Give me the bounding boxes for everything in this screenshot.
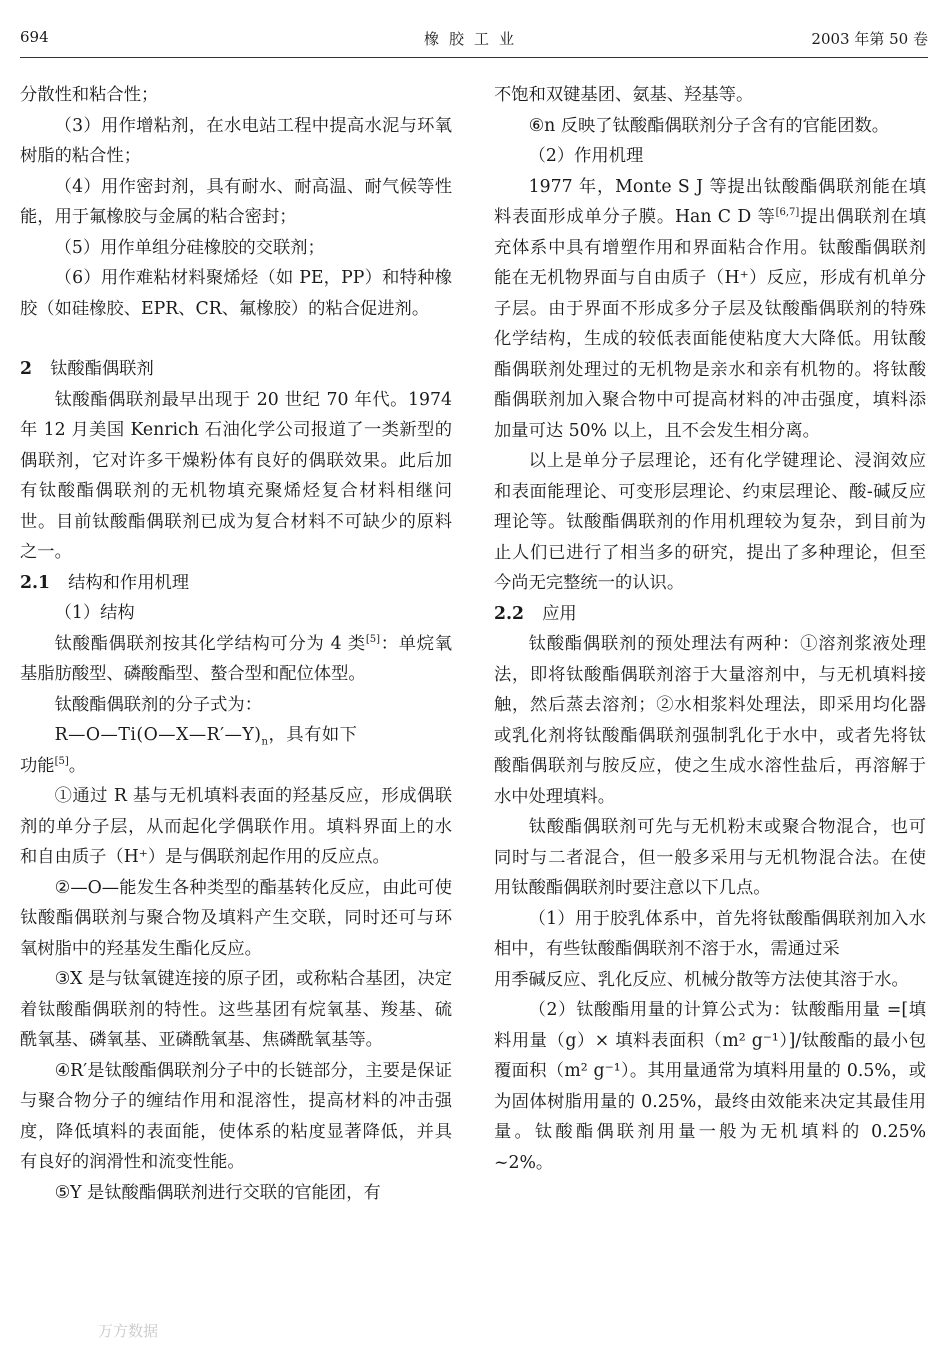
- paragraph: 钛酸酯偶联剂最早出现于 20 世纪 70 年代。1974 年 12 月美国 Kenrich 石油化学公司报道了一类新型的偶联剂，它对许多干燥粉体有良好的偶联效果。此后加有钛酸酯偶联剂的无机物填充聚烯烃复合材料相继问世。目前钛酸酯偶联剂已成为复合材料不可缺少的原料之一。: [20, 389, 452, 562]
- section-number: 2: [20, 359, 33, 379]
- subsection-title: 应用: [542, 603, 577, 624]
- section-title: 钛酸酯偶联剂: [50, 359, 154, 379]
- header-rule: [20, 57, 928, 58]
- paragraph: 功能[5]。: [20, 755, 87, 776]
- paragraph: 用季碱反应、乳化反应、机械分散等方法使其溶于水。: [494, 969, 909, 990]
- paragraph: （2）钛酸酯用量的计算公式为：钛酸酯用量 =[填料用量（g）× 填料表面积（m² g⁻¹）]/钛酸酯的最小包覆面积（m² g⁻¹）。其用量通常为填料用量的 0.5%，或为固体树脂用量的 0.25%，最终由效能来决定其最佳用量。钛酸酯偶联剂用量一般为无机填料的 0.25% ~2%。: [494, 1000, 926, 1173]
- paragraph: 分散性和粘合性；: [20, 85, 159, 105]
- paragraph: 钛酸酯偶联剂的分子式为：: [54, 694, 262, 715]
- subsection-heading: [494, 599, 926, 630]
- formula: $R—O—Ti(O—X—R'—Y)_n$，具有如下: [54, 725, 358, 748]
- paragraph: 钛酸酯偶联剂按其化学结构可分为 4 类[5]：单烷氧基脂肪酸型、磷酸酯型、螯合型和配位体型。: [20, 633, 452, 684]
- paragraph: 钛酸酯偶联剂的预处理法有两种：①溶剂浆液处理法，即将钛酸酯偶联剂溶于大量溶剂中，与无机填料接触，然后蒸去溶剂；②水相浆料处理法，即采用均化器或乳化剂将钛酸酯偶联剂强制乳化于水中，或者先将钛酸酯偶联剂与胺反应，使之生成水溶性盐后，再溶解于水中处理填料。: [494, 634, 926, 807]
- paragraph: ①通过 R 基与无机填料表面的羟基反应，形成偶联剂的单分子层，从而起化学偶联作用。填料界面上的水和自由质子（H⁺）是与偶联剂起作用的反应点。: [20, 786, 452, 867]
- subsection-number: 2.1: [20, 572, 51, 593]
- citation: [5]: [365, 633, 381, 645]
- paragraph: 不饱和双键基团、氨基、羟基等。: [494, 85, 754, 105]
- running-header: [20, 22, 928, 52]
- paragraph: （2）作用机理: [528, 146, 644, 166]
- paragraph: ⑤Y 是钛酸酯偶联剂进行交联的官能团，有: [54, 1182, 381, 1203]
- paragraph: （5）用作单组分硅橡胶的交联剂；: [54, 237, 325, 258]
- paragraph: 以上是单分子层理论，还有化学键理论、浸润效应和表面能理论、可变形层理论、约束层理论、酸-碱反应理论等。钛酸酯偶联剂的作用机理较为复杂，到目前为止人们已进行了相当多的研究，提出了多种理论，但至今尚无完整统一的认识。: [494, 451, 926, 593]
- left-column: [20, 80, 452, 1208]
- journal-name: 橡胶工业: [423, 30, 524, 48]
- paragraph: ⑥n 反映了钛酸酯偶联剂分子含有的官能团数。: [528, 115, 890, 136]
- paragraph: （6）用作难粘材料聚烯烃（如 PE，PP）和特种橡胶（如硅橡胶、EPR、CR、氟橡胶）的粘合促进剂。: [20, 268, 452, 319]
- paragraph: ④R′是钛酸酯偶联剂分子中的长链部分，主要是保证与聚合物分子的缠结作用和混溶性，提高材料的冲击强度，降低填料的表面能，使体系的粘度显著降低，并具有良好的润滑性和流变性能。: [20, 1060, 452, 1172]
- paragraph: 钛酸酯偶联剂可先与无机粉末或聚合物混合，也可同时与二者混合，但一般多采用与无机物混合法。在使用钛酸酯偶联剂时要注意以下几点。: [494, 817, 926, 898]
- citation: [5]: [54, 755, 69, 767]
- paragraph: （1）结构: [54, 603, 135, 623]
- watermark: 万方数据: [98, 1322, 159, 1340]
- citation: [6,7]: [775, 207, 800, 219]
- issue-info: 2003 年第 50 卷: [811, 30, 928, 48]
- right-column: [494, 80, 926, 1178]
- section-heading: [20, 354, 452, 385]
- subsection-number: 2.2: [494, 603, 525, 624]
- paragraph: （3）用作增粘剂，在水电站工程中提高水泥与环氧树脂的粘合性；: [20, 115, 452, 166]
- subsection-heading: [20, 568, 452, 599]
- paragraph: 1977 年，Monte S J 等提出钛酸酯偶联剂能在填料表面形成单分子膜。Han C D 等[6,7]提出偶联剂在填充体系中具有增塑作用和界面粘合作用。钛酸酯偶联剂能在无机物界面与自由质子（H⁺）反应，形成有机单分子层。由于界面不形成多分子层及钛酸酯偶联剂的特殊化学结构，生成的较低表面能使粘度大大降低。用钛酸酯偶联剂处理过的无机物是亲水和亲有机物的。将钛酸酯偶联剂加入聚合物中可提高材料的冲击强度，填料添加量可达 50% 以上，且不会发生相分离。: [494, 176, 926, 441]
- subsection-title: 结构和作用机理: [68, 572, 190, 593]
- paragraph: （1）用于胶乳体系中，首先将钛酸酯偶联剂加入水相中，有些钛酸酯偶联剂不溶于水，需通过采: [494, 908, 926, 959]
- paragraph: ②—O—能发生各种类型的酯基转化反应，由此可使钛酸酯偶联剂与聚合物及填料产生交联，同时还可与环氧树脂中的羟基发生酯化反应。: [20, 877, 452, 959]
- paragraph: （4）用作密封剂，具有耐水、耐高温、耐气候等性能，用于氟橡胶与金属的粘合密封；: [20, 176, 452, 227]
- paragraph: ③X 是与钛氧键连接的原子团，或称粘合基团，决定着钛酸酯偶联剂的特性。这些基团有烷氧基、羧基、硫酰氧基、磷氧基、亚磷酰氧基、焦磷酰氧基等。: [20, 969, 452, 1050]
- page-number: 694: [20, 28, 49, 46]
